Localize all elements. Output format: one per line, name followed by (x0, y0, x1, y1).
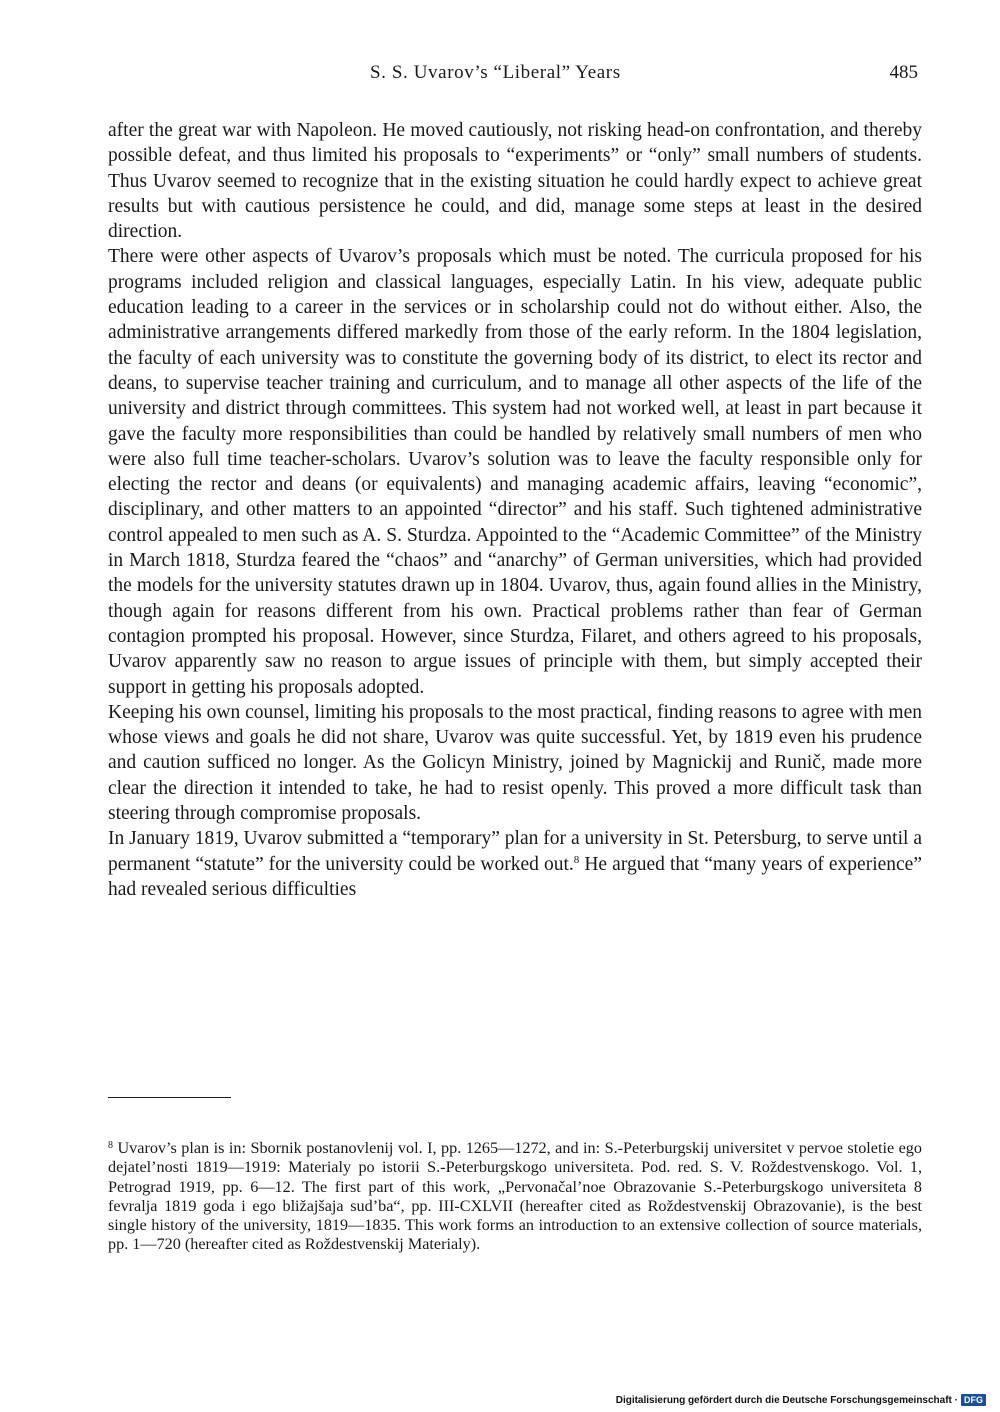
paragraph: There were other aspects of Uvarov’s proposals which must be noted. The curricula proposed for his programs included religion and classical languages, especially Latin. In his view, adequate public education leading to a career in the services or in scholarship could not do without either. Also, the administrative arrangements differed markedly from those of the early reform. In the 1804 legislation, the faculty of each university was to constitute the governing body of its district, to elect its rector and deans, to supervise teacher training and curriculum, and to manage all other aspects of the life of the university and district through committees. This system had not worked well, at least in part because it gave the faculty more responsibilities than could be handled by relatively small numbers of men who were also full time teacher-scholars. Uvarov’s solution was to leave the faculty responsible only for electing the rector and deans (or equivalents) and managing academic affairs, leaving “economic”, disciplinary, and other matters to an appointed “director” and his staff. Such tightened administrative control appealed to men such as A. S. Sturdza. Appointed to the “Academic Committee” of the Ministry in March 1818, Sturdza feared the “chaos” and “anarchy” of German universities, which had provided the models for the university statutes drawn up in 1804. Uvarov, thus, again found allies in the Ministry, though again for reasons different from his own. Practical problems rather than fear of German contagion prompted his proposal. However, since Sturdza, Filaret, and others agreed to his proposals, Uvarov apparently saw no reason to argue issues of principle with them, but simply accepted their support in getting his proposals adopted. (108, 246, 922, 698)
footnote-separator (108, 1097, 231, 1098)
running-header (110, 62, 920, 90)
paragraph-text: In January 1819, Uvarov submitted a “temporary” plan for a university in St. Petersburg, to serve until a permanent “statute” for the university could be worked out. (108, 828, 922, 875)
paragraph (108, 826, 922, 902)
paragraph: after the great war with Napoleon. He moved cautiously, not risking head-on confrontation, and thereby possible defeat, and thus limited his proposals to “experiments” or “only” small numbers of students. Thus Uvarov seemed to recognize that in the existing situation he could hardly expect to achieve great results but with cautious persistence he could, and did, manage some steps at least in the desired direction. (108, 120, 922, 243)
footnote (108, 1139, 922, 1255)
funding-text: Digitalisierung gefördert durch die Deutsche Forschungsgemeinschaft · (615, 1394, 958, 1406)
footnote-text: Uvarov’s plan is in: Sbornik postanovlenij vol. I, pp. 1265—1272, and in: S.-Peterburgskij universitet v pervoe stoletie ego dejatel’nosti 1819—1919: Materialy po istorii S.-Peterburgskogo universiteta. Pod. red. S. V. Roždestvenskogo. Vol. 1, Petrograd 1919, pp. 6—12. The first part of this work, „Pervonačal’noe Obrazovanie S.-Peterburgskogo universiteta 8 fevralja 1819 goda i ego bližajšaja sud’ba“, pp. III-CXLVII (hereafter cited as Roždestvenskij Obrazovanie), is the best single history of the university, 1819—1835. This work forms an introduction to an extensive collection of source materials, pp. 1—720 (hereafter cited as Roždestvenskij Materialy). (108, 1139, 922, 1254)
paragraph-text: He argued that “many years of experience” had revealed serious difficulties (108, 853, 922, 900)
funding-note (616, 1394, 986, 1406)
footnote-reference[interactable]: 8 (573, 853, 580, 866)
running-title: S. S. Uvarov’s “Liberal” Years (370, 62, 621, 83)
footnote-marker: 8 (108, 1140, 113, 1151)
dfg-logo: DFG (961, 1394, 986, 1406)
body-text (108, 118, 922, 902)
paragraph: Keeping his own counsel, limiting his proposals to the most practical, finding reasons to agree with men whose views and goals he did not share, Uvarov was quite successful. Yet, by 1819 even his prudence and caution sufficed no longer. As the Golicyn Ministry, joined by Magnickij and Runič, made more clear the direction it intended to take, he had to resist openly. This proved a more difficult task than steering through compromise proposals. (108, 701, 922, 825)
page-number: 485 (889, 62, 918, 83)
